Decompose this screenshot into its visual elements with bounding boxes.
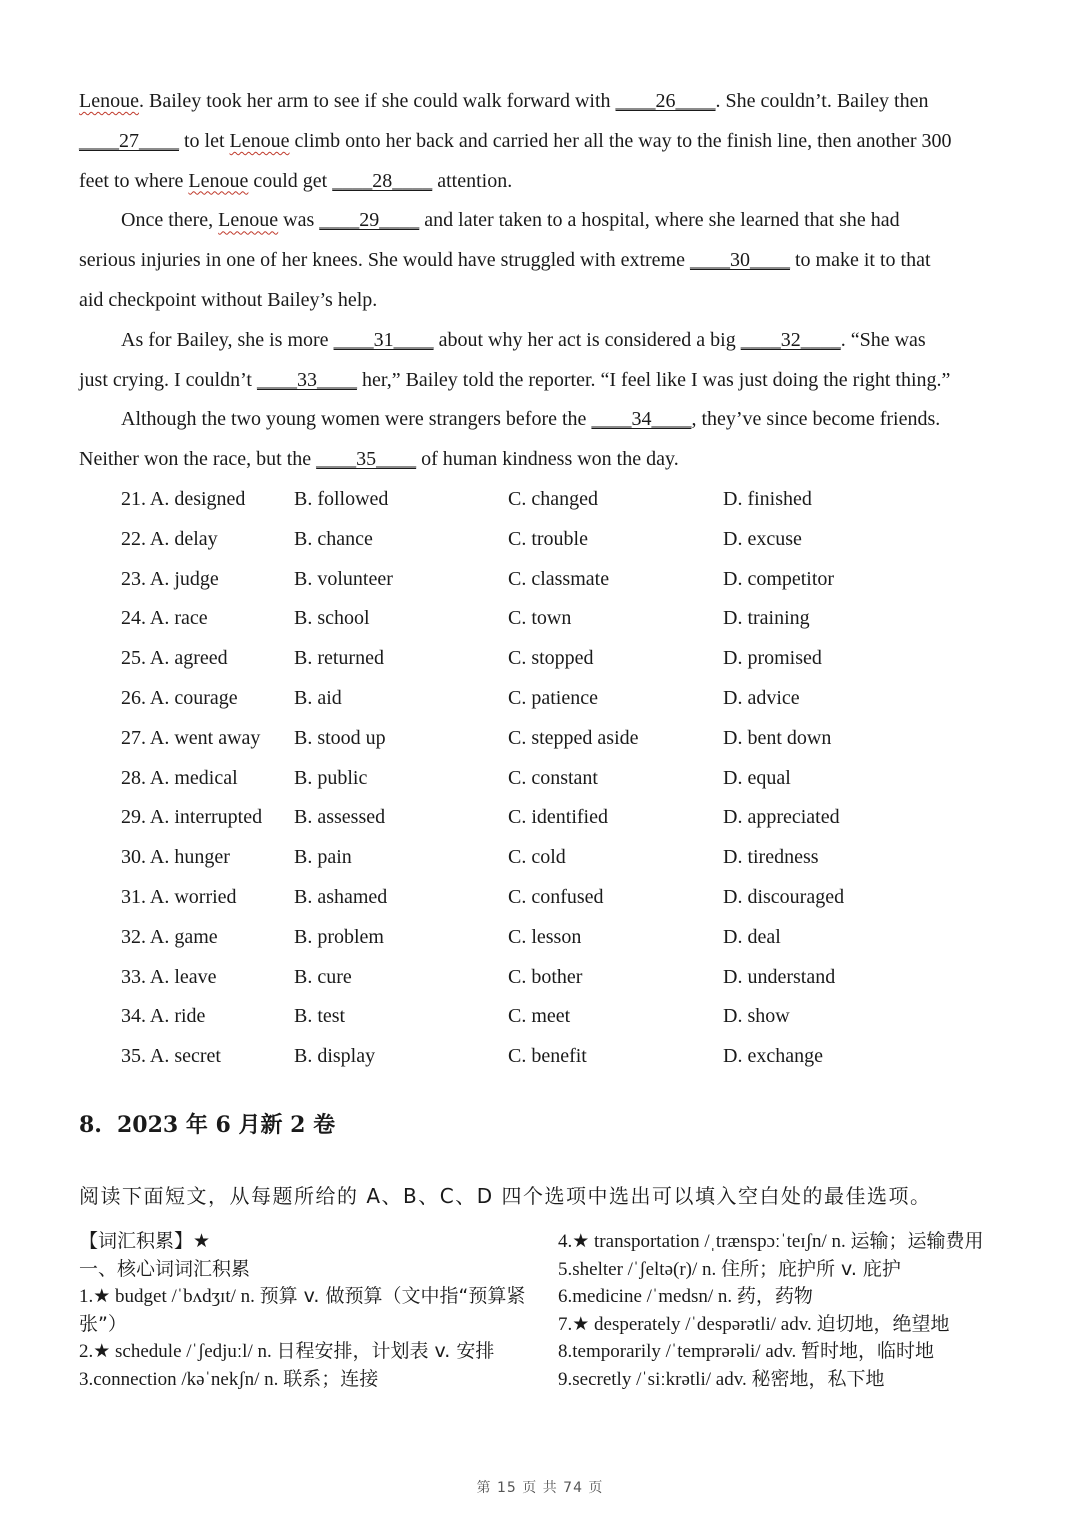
- name-lenoue: Lenoue: [218, 209, 279, 232]
- passage-line: serious injuries in one of her knees. She would have struggled with extreme ____30____ to make it to that: [79, 249, 931, 272]
- vocab-item: 8.temporarily /ˈtemprərəli/ adv. 暂时地，临时地: [558, 1340, 935, 1362]
- option-c: C. town: [508, 607, 572, 630]
- option-a: 33. A. leave: [121, 965, 217, 988]
- passage-line: Once there, Lenoue was ____29____ and later taken to a hospital, where she learned that she had: [121, 209, 900, 232]
- option-c: C. stepped aside: [508, 726, 639, 749]
- option-b: B. test: [294, 1005, 346, 1028]
- passage-line: aid checkpoint without Bailey’s help.: [79, 288, 378, 311]
- option-b: B. problem: [294, 925, 384, 948]
- blank-26: ____26____: [615, 90, 716, 112]
- option-c: C. trouble: [508, 527, 588, 550]
- question-options-21: [121, 480, 1021, 520]
- option-b: B. display: [294, 1045, 376, 1068]
- option-c: C. constant: [508, 766, 598, 789]
- question-options-29: [121, 798, 1021, 838]
- option-b: B. chance: [294, 527, 373, 550]
- option-d: D. understand: [723, 965, 836, 988]
- passage-line: Neither won the race, but the ____35____ of human kindness won the day.: [79, 448, 679, 471]
- option-a: 22. A. delay: [121, 527, 218, 550]
- question-options-26: [121, 679, 1021, 719]
- question-options-33: [121, 958, 1021, 998]
- option-d: D. training: [723, 607, 810, 630]
- option-b: B. public: [294, 766, 368, 789]
- vocab-item: 9.secretly /ˈsiːkrətli/ adv. 秘密地，私下地: [558, 1367, 885, 1390]
- passage-line: As for Bailey, she is more ____31____ about why her act is considered a big ____32____. “She was: [121, 328, 926, 351]
- section-heading: [79, 1108, 335, 1139]
- vocab-item: 2.★ schedule /ˈʃedjuːl/ n. 日程安排，计划表 v. 安排: [79, 1340, 495, 1362]
- option-a: 26. A. courage: [121, 686, 238, 709]
- name-lenoue: Lenoue: [79, 90, 139, 112]
- option-d: D. advice: [723, 686, 800, 709]
- option-c: C. benefit: [508, 1045, 587, 1068]
- question-options-31: [121, 878, 1021, 918]
- question-options-35: [121, 1037, 1021, 1077]
- vocab-subheader: 一、核心词词汇积累: [79, 1257, 251, 1280]
- option-d: D. equal: [723, 766, 791, 789]
- vocab-column-right: [558, 1228, 1008, 1393]
- option-c: C. classmate: [508, 567, 610, 590]
- option-d: D. exchange: [723, 1045, 823, 1068]
- option-a: 21. A. designed: [121, 488, 246, 510]
- answer-options: [121, 480, 1021, 1077]
- option-b: B. aid: [294, 686, 342, 709]
- section-number: 8.: [79, 1112, 102, 1138]
- option-c: C. changed: [508, 488, 598, 510]
- vocab-column-left: [79, 1228, 534, 1393]
- option-d: D. promised: [723, 647, 822, 670]
- vocab-item: 5.shelter /ˈʃeltə(r)/ n. 住所；庇护所 v. 庇护: [558, 1257, 901, 1280]
- option-d: D. deal: [723, 925, 781, 948]
- option-b: B. pain: [294, 846, 352, 869]
- blank-29: ____29____: [319, 209, 420, 232]
- blank-33: ____33____: [256, 368, 357, 391]
- vocab-header: 【词汇积累】★: [79, 1230, 211, 1252]
- name-lenoue: Lenoue: [229, 129, 290, 152]
- blank-30: ____30____: [689, 249, 790, 272]
- option-c: C. stopped: [508, 647, 594, 670]
- option-b: B. cure: [294, 965, 352, 988]
- question-options-28: [121, 759, 1021, 799]
- vocab-item: 3.connection /kəˈnekʃn/ n. 联系；连接: [79, 1367, 379, 1390]
- option-d: D. discouraged: [723, 885, 845, 908]
- option-a: 35. A. secret: [121, 1045, 221, 1068]
- passage-line: feet to where Lenoue could get ____28____ attention.: [79, 169, 513, 192]
- question-options-34: [121, 997, 1021, 1037]
- question-options-23: [121, 560, 1021, 600]
- option-b: B. school: [294, 607, 370, 630]
- question-options-32: [121, 918, 1021, 958]
- option-c: C. identified: [508, 806, 608, 829]
- option-c: C. bother: [508, 965, 583, 988]
- option-a: 31. A. worried: [121, 885, 237, 908]
- name-lenoue: Lenoue: [188, 169, 249, 192]
- option-a: 25. A. agreed: [121, 647, 228, 670]
- option-b: B. stood up: [294, 726, 386, 749]
- option-c: C. patience: [508, 686, 598, 709]
- question-options-27: [121, 719, 1021, 759]
- option-d: D. show: [723, 1005, 790, 1028]
- option-d: D. bent down: [723, 726, 832, 749]
- passage-line: Although the two young women were strangers before the ____34____, they’ve since become friends.: [121, 408, 941, 431]
- vocab-item: 4.★ transportation /ˌtrænspɔːˈteɪʃn/ n. 运输；运输费用: [558, 1230, 984, 1252]
- passage: [79, 82, 1004, 480]
- option-a: 29. A. interrupted: [121, 806, 263, 829]
- blank-35: ____35____: [316, 448, 417, 471]
- option-a: 28. A. medical: [121, 766, 238, 789]
- option-b: B. volunteer: [294, 567, 393, 590]
- blank-32: ____32____: [740, 328, 841, 351]
- blank-28: ____28____: [332, 169, 433, 192]
- option-d: D. tiredness: [723, 846, 819, 869]
- option-c: C. confused: [508, 885, 604, 908]
- blank-31: ____31____: [333, 328, 434, 351]
- option-d: D. appreciated: [723, 806, 840, 829]
- option-c: C. lesson: [508, 925, 582, 948]
- passage-line: ____27____ to let Lenoue climb onto her back and carried her all the way to the finish line, then another 300: [79, 129, 952, 152]
- question-options-22: [121, 520, 1021, 560]
- option-a: 34. A. ride: [121, 1005, 206, 1028]
- vocab-item: 7.★ desperately /ˈdespərətli/ adv. 迫切地，绝望地: [558, 1312, 950, 1335]
- page-footer: 第 15 页 共 74 页: [476, 1480, 604, 1496]
- option-b: B. ashamed: [294, 885, 388, 908]
- option-a: 27. A. went away: [121, 726, 261, 749]
- option-b: B. assessed: [294, 806, 386, 829]
- passage-line: just crying. I couldn’t ____33____ her,” Bailey told the reporter. “I feel like I was just doing the right thing.”: [79, 368, 951, 391]
- option-d: D. competitor: [723, 567, 835, 590]
- option-a: 24. A. race: [121, 607, 208, 630]
- option-d: D. finished: [723, 488, 812, 510]
- option-d: D. excuse: [723, 527, 802, 550]
- question-options-30: [121, 838, 1021, 878]
- question-options-24: [121, 599, 1021, 639]
- vocab-item: 1.★ budget /ˈbʌdʒɪt/ n. 预算 v. 做预算（文中指“预算紧张”）: [79, 1285, 526, 1335]
- section-instruction: 阅读下面短文，从每题所给的 A、B、C、D 四个选项中选出可以填入空白处的最佳选项。: [79, 1184, 932, 1208]
- option-c: C. meet: [508, 1005, 571, 1028]
- blank-27: ____27____: [79, 129, 179, 152]
- section-title: 2023 年 6 月新 2 卷: [117, 1112, 336, 1138]
- vocab-item: 6.medicine /ˈmedsn/ n. 药，药物: [558, 1285, 813, 1307]
- option-b: B. followed: [294, 488, 389, 510]
- option-b: B. returned: [294, 647, 384, 670]
- option-a: 23. A. judge: [121, 567, 219, 590]
- option-a: 30. A. hunger: [121, 846, 230, 869]
- question-options-25: [121, 639, 1021, 679]
- option-a: 32. A. game: [121, 925, 218, 948]
- passage-line: Lenoue. Bailey took her arm to see if she could walk forward with ____26____. She couldn’t. Bailey then: [79, 90, 929, 112]
- blank-34: ____34____: [591, 408, 692, 431]
- option-c: C. cold: [508, 846, 566, 869]
